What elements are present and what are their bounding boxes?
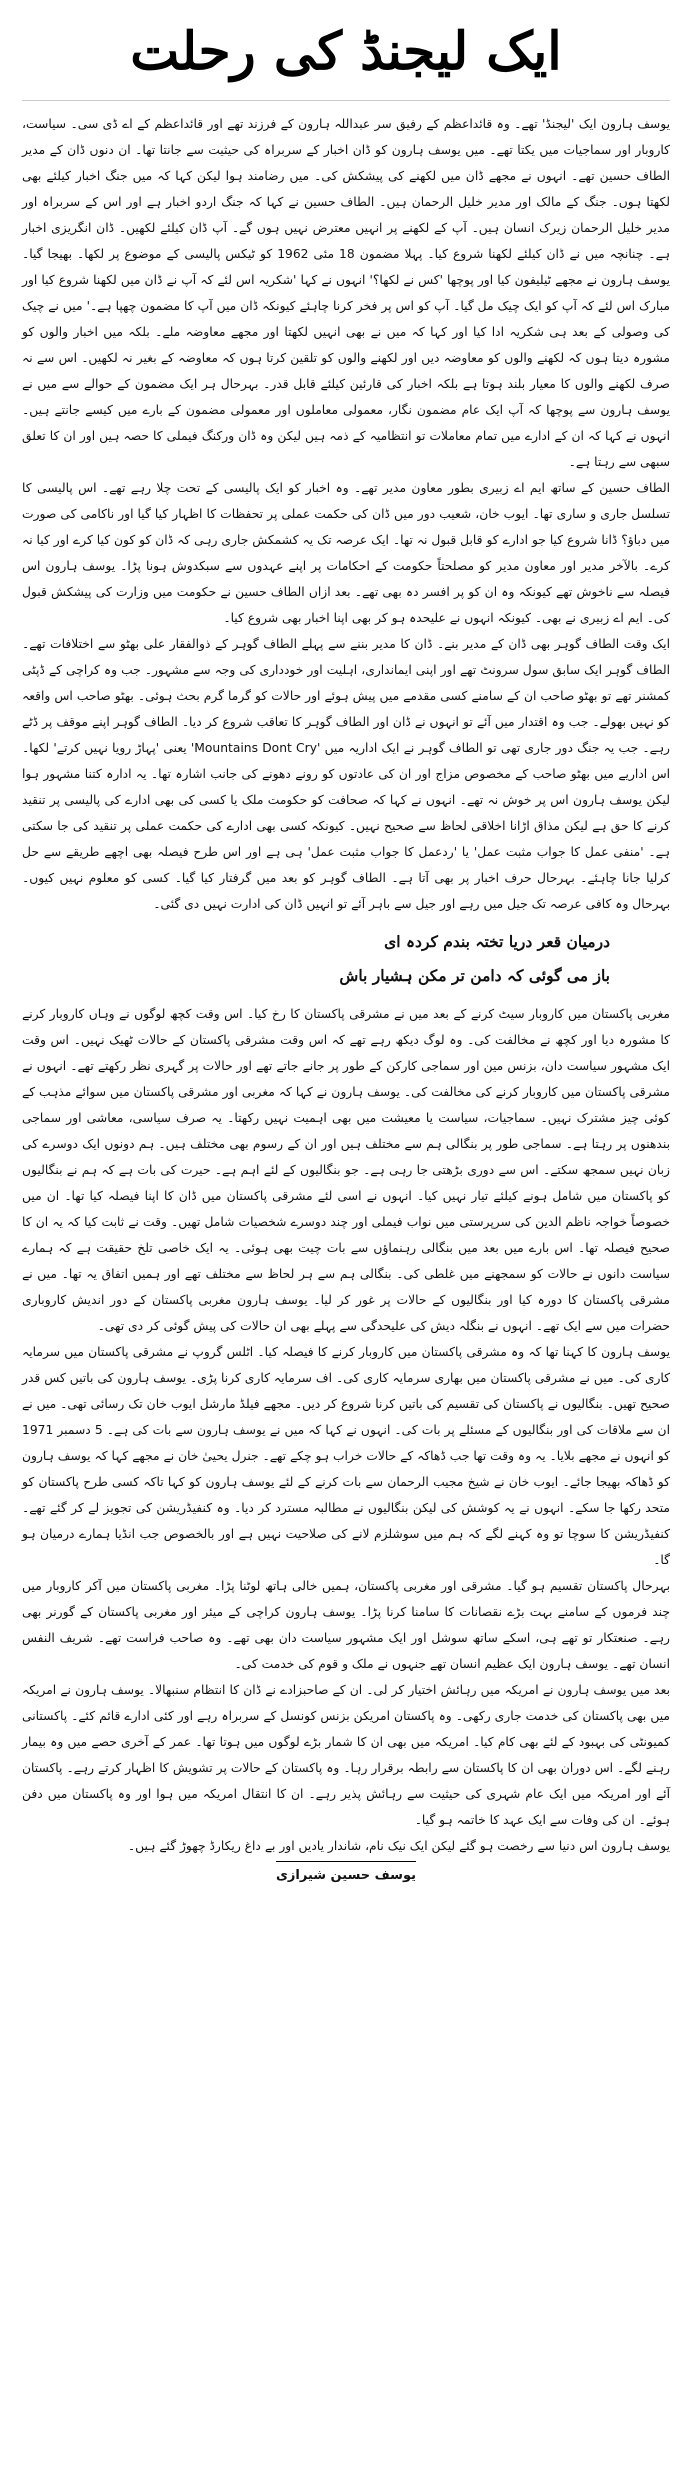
paragraph: بہرحال پاکستان تقسیم ہو گیا۔ مشرقی اور مغربی پاکستان، ہمیں خالی ہاتھ لوٹنا پڑا۔ مغربی پاکستان میں آکر کاروبار میں چند فرموں کے سامنے بہت بڑے نقصانات کا سامنا کرنا پڑا۔ یوسف ہارون کراچی کے میئر اور مغربی پاکستان کے گورنر بھی رہے۔ صنعتکار تو تھے ہی، اسکے ساتھ سوشل اور ایک مشہور سیاست دان بھی تھے۔ وہ صاحب فراست تھے۔ شریف النفس انسان تھے۔ یوسف ہارون ایک عظیم انسان تھے جنہوں نے ملک و قوم کی خدمت کی۔ [22,1579,670,1671]
article-body [22,111,670,1859]
paragraph: یوسف ہارون ایک 'لیجنڈ' تھے۔ وہ قائداعظم کے رفیق سر عبداللہ ہارون کے فرزند تھے اور قائداعظم کے اے ڈی سی۔ سیاست، کاروبار اور سماجیات میں یکتا تھے۔ میں یوسف ہارون کو ڈان اخبار کے سربراہ کی حیثیت سے جانتا تھا۔ ان دنوں ڈان کے مدیر الطاف حسین تھے۔ انہوں نے مجھے ڈان میں لکھنے کی پیشکش کی۔ میں رضامند ہوا لیکن کہا کہ میں جنگ اخبار کیلئے بھی لکھتا ہوں۔ جنگ کے مالک اور مدیر خلیل الرحمان ہیں۔ الطاف حسین نے کہا کہ جنگ اردو اخبار ہے اور اس کے سربراہ اور مدیر خلیل الرحمان زیرک انسان ہیں۔ آپ کے لکھنے پر انہیں معترض نہیں ہوں گے۔ آپ ڈان کیلئے لکھیں۔ ڈان انگریزی اخبار ہے۔ چنانچہ میں نے ڈان کیلئے لکھنا شروع کیا۔ پہلا مضمون 18 مئی 1962 کو ٹیکس پالیسی کے موضوع پر لکھا۔ بھیجا گیا۔ یوسف ہارون نے مجھے ٹیلیفون کیا اور پوچھا 'کس نے لکھا؟' انہوں نے کہا 'شکریہ اس لئے کہ آپ نے ڈان میں لکھنا شروع کیا اور مبارک اس لئے کہ آپ کو ایک چیک مل گیا۔ آپ کو اس پر فخر کرنا چاہئے کیونکہ ڈان میں آپ کا مضمون چھپا ہے۔' میں نے چیک کی وصولی کے بعد ہی شکریہ ادا کیا اور کہا کہ میں نے بھی انہیں لکھتا اور مجھے معاوضہ ملے۔ بلکہ میں اخبار والوں کو مشورہ دیتا ہوں کہ لکھنے والوں کو معاوضہ دیں اور لکھنے والوں کو تلقین کرتا ہوں کہ معاوضہ کے بغیر نہ لکھیں۔ اس سے نہ صرف لکھنے والوں کا معیار بلند ہوتا ہے بلکہ اخبار کی قارئین کیلئے قابل قدر۔ بہرحال ہر ایک مضمون کے حوالے سے میں نے یوسف ہارون سے پوچھا کہ آپ ایک عام مضمون نگار، معمولی معاملوں اور معمولی مضمون کے بارے میں کیسے جانتے ہیں۔ انہوں نے کہا کہ ان کے ادارے میں تمام معاملات تو انتظامیہ کے ذمہ ہیں لیکن وہ ڈان ورکنگ فیملی کا حصہ ہیں اور ان کا تعلق سبھی سے رہتا ہے۔ [22,117,670,469]
couplet-line-2: باز می گوئی کہ دامن تر مکن ہشیار باش [339,966,610,985]
paragraph: مغربی پاکستان میں کاروبار سیٹ کرنے کے بعد میں نے مشرقی پاکستان کا رخ کیا۔ اس وقت کچھ لوگوں نے وہاں کاروبار کرنے کا مشورہ دیا اور کچھ نے مخالفت کی۔ وہ لوگ دیکھ رہے تھے کہ اس وقت مشرقی پاکستان کے حالات ٹھیک نہیں۔ اس وقت ایک مشہور سیاست دان، بزنس مین اور سماجی کارکن کے طور پر جانے جاتے تھے اور حالات پر گہری نظر رکھتے تھے۔ انہوں نے مشرقی پاکستان میں کاروبار کرنے کی مخالفت کی۔ یوسف ہارون نے کہا کہ مغربی اور مشرقی پاکستان میں سوائے مذہب کے کوئی چیز مشترک نہیں۔ سماجیات، سیاست یا معیشت میں بھی اہمیت نہیں رکھتا۔ یہ صرف سیاسی، معاشی اور سماجی بندھنوں پر رہتا ہے۔ سماجی طور پر بنگالی ہم سے مختلف ہیں اور ان کے رسوم بھی مختلف ہیں۔ ہم دونوں ایک دوسرے کی زبان نہیں سمجھ سکتے۔ اس سے دوری بڑھتی جا رہی ہے۔ جو بنگالیوں کے لئے اہم ہے۔ حیرت کی بات ہے کہ ہم نے بنگالیوں کو پاکستان میں شامل ہونے کیلئے تیار نہیں کیا۔ انہوں نے اسی لئے مشرقی پاکستان میں ڈان کا اپنا فیصلہ کیا تھا۔ ان میں خصوصاً خواجہ ناظم الدین کی سرپرستی میں نواب فیملی اور چند دوسرے شخصیات شامل تھیں۔ وقت نے ثابت کیا کہ یہ ان کا صحیح فیصلہ تھا۔ اس بارے میں بعد میں بنگالی رہنماؤں سے بات چیت بھی ہوئی۔ یہ ایک خاصی تلخ حقیقت ہے کہ ہمارے سیاست دانوں نے حالات کو سمجھنے میں غلطی کی۔ بنگالی ہم سے ہر لحاظ سے مختلف تھے اور ہمیں اتفاق یہ تھا۔ میں نے مشرقی پاکستان کا دورہ کیا اور بنگالیوں کے حالات پر غور کر لیا۔ یوسف ہارون مغربی پاکستان کے دور اندیش کاروباری حضرات میں سے ایک تھے۔ انہوں نے بنگلہ دیش کی علیحدگی سے پہلے بھی ان حالات کی پیش گوئی کر دی تھی۔ [22,1007,670,1333]
paragraph: یوسف ہارون کا کہنا تھا کہ وہ مشرقی پاکستان میں کاروبار کرنے کا فیصلہ کیا۔ اٹلس گروپ نے مشرقی پاکستان میں سرمایہ کاری کی۔ میں نے مشرقی پاکستان میں بھاری سرمایہ کاری کی۔ اف سرمایہ کاری کرنا پڑی۔ یوسف ہارون کی باتیں کس قدر صحیح تھیں۔ بنگالیوں نے پاکستان کی تقسیم کی باتیں کرنا شروع کر دیں۔ مجھے فیلڈ مارشل ایوب خان تک رسائی تھی۔ میں نے ان سے ملاقات کی اور بنگالیوں کے مسئلے پر بات کی۔ انہوں نے کہا کہ میں نے یوسف ہارون سے بات کی ہے۔ 5 دسمبر 1971 کو انہوں نے مجھے بلایا۔ یہ وہ وقت تھا جب ڈھاکہ کے حالات خراب ہو چکے تھے۔ جنرل یحییٰ خان نے مجھے کہا کہ یوسف ہارون کو ڈھاکہ بھیجا جائے۔ ایوب خان نے شیخ مجیب الرحمان سے بات کرنے کے لئے یوسف ہارون کو کہا تاکہ کسی طرح پاکستان کو متحد رکھا جا سکے۔ انہوں نے یہ کوشش کی لیکن بنگالیوں نے مطالبہ مسترد کر دیا۔ وہ کنفیڈریشن کی تجویز لے کر گئے تھے۔ کنفیڈریشن کا سوچا تو وہ کہنے لگے کہ ہم میں سوشلزم لانے کی صلاحیت نہیں ہے اور بالخصوص جب انڈیا ہمارے درمیان ہو گا۔ [22,1345,670,1567]
persian-couplet [82,925,610,993]
paragraph: یوسف ہارون اس دنیا سے رخصت ہو گئے لیکن ایک نیک نام، شاندار یادیں اور بے داغ ریکارڈ چھوڑ گئے ہیں۔ [127,1839,670,1853]
headline-area [22,4,670,101]
couplet-line-1: درمیان قعر دریا تختہ بندم کردہ ای [384,932,610,951]
paragraph: بعد میں یوسف ہارون نے امریکہ میں رہائش اختیار کر لی۔ ان کے صاحبزادے نے ڈان کا انتظام سنبھالا۔ یوسف ہارون نے امریکہ میں بھی پاکستان کی خدمت جاری رکھی۔ وہ پاکستان امریکن بزنس کونسل کے سربراہ رہے اور کئی ادارے قائم کئے۔ پاکستانی کمیونٹی کی بہبود کے لئے بھی کام کیا۔ امریکہ میں بھی ان کا شمار بڑے لوگوں میں ہوتا تھا۔ عمر کے آخری حصے میں وہ بیمار رہنے لگے۔ اس دوران بھی ان کا پاکستان سے رابطہ برقرار رہا۔ وہ پاکستان کے حالات پر تشویش کا اظہار کرتے رہے۔ پاکستان آئے اور امریکہ میں ایک عام شہری کی حیثیت سے رہائش پذیر رہے۔ ان کا انتقال امریکہ میں ہوا اور وہ پاکستان میں دفن ہوئے۔ ان کی وفات سے ایک عہد کا خاتمہ ہو گیا۔ [22,1683,670,1827]
paragraph: ایک وقت الطاف گوہر بھی ڈان کے مدیر بنے۔ ڈان کا مدیر بننے سے پہلے الطاف گوہر کے ذوالفقار علی بھٹو سے اختلافات تھے۔ الطاف گوہر ایک سابق سول سرونٹ تھے اور اپنی ایمانداری، اہلیت اور خودداری کی وجہ سے مشہور۔ جب وہ کراچی کے ڈپٹی کمشنر تھے تو بھٹو صاحب ان کے سامنے کسی مقدمے میں پیش ہوئے اور حالات کو گرما گرم بحث ہوئی۔ بھٹو صاحب اس واقعہ کو نہیں بھولے۔ جب وہ اقتدار میں آئے تو انہوں نے ڈان اور الطاف گوہر کا تعاقب شروع کر دیا۔ الطاف گوہر اپنے موقف پر ڈٹے رہے۔ جب یہ جنگ دور جاری تھی تو الطاف گوہر نے ایک اداریہ میں 'Mountains Dont Cry' یعنی 'پہاڑ رویا نہیں کرتے' لکھا۔ اس اداریے میں بھٹو صاحب کے مخصوص مزاج اور ان کی عادتوں کو رونے دھونے کی جانب اشارہ تھا۔ یہ ادارہ کتنا مشہور ہوا لیکن یوسف ہارون اس پر خوش نہ تھے۔ انہوں نے کہا کہ صحافت کو حکومت ملک یا کسی کی بھی ادارے کی پالیسی پر تنقید کرنے کا حق ہے لیکن مذاق اڑانا اخلاقی لحاظ سے صحیح نہیں۔ کیونکہ کسی بھی ادارے کی حکمت عملی پر تنقید کی جا سکتی ہے۔ 'منفی عمل کا جواب مثبت عمل' یا 'ردعمل کا جواب مثبت عمل' ہی ہے اور اس طرح فیصلہ بھی اچھے طریقے سے حل کرلیا جانا چاہئے۔ بہرحال حرف اخبار پر بھی آتا ہے۔ الطاف گوہر کو بعد میں گرفتار کیا گیا۔ کسی کو معلوم نہیں کیوں۔ بہرحال وہ کافی عرصہ تک جیل میں رہے اور جیل سے باہر آئے تو انہیں ڈان کی ادارت نہیں دی گئی۔ [22,637,670,911]
headline: ایک لیجنڈ کی رحلت [130,21,562,82]
paragraph: الطاف حسین کے ساتھ ایم اے زبیری بطور معاون مدیر تھے۔ وہ اخبار کو ایک پالیسی کے تحت چلا رہے تھے۔ اس پالیسی کا تسلسل جاری و ساری تھا۔ ایوب خان، شعیب دور میں ڈان کی حکمت عملی پر تحفظات کا اظہار کیا گیا اور ناکامی کی صورت میں دباؤ؟ ڈانا شروع کیا جو ادارے کو قابل قبول نہ تھا۔ ایک عرصہ تک یہ کشمکش جاری رہی کہ ڈان کو کون کیا کرے اور کیا نہ کرے۔ بالآخر مدیر اور معاون مدیر کو مصلحتاً حکومت کے احکامات پر اپنے عہدوں سے سبکدوش ہونا پڑا۔ یوسف ہارون اس فیصلہ سے ناخوش تھے کیونکہ وہ ان کو پر افسر دہ بھی تھے۔ بعد ازاں الطاف حسین نے حکومت میں وزارت کی پیشکش قبول کی۔ ایم اے زبیری نے بھی۔ کیونکہ انہوں نے علیحدہ ہو کر بھی اپنا اخبار بھی شروع کیا۔ [22,481,670,625]
author-byline: یوسف حسین شیرازی [276,1861,416,1890]
